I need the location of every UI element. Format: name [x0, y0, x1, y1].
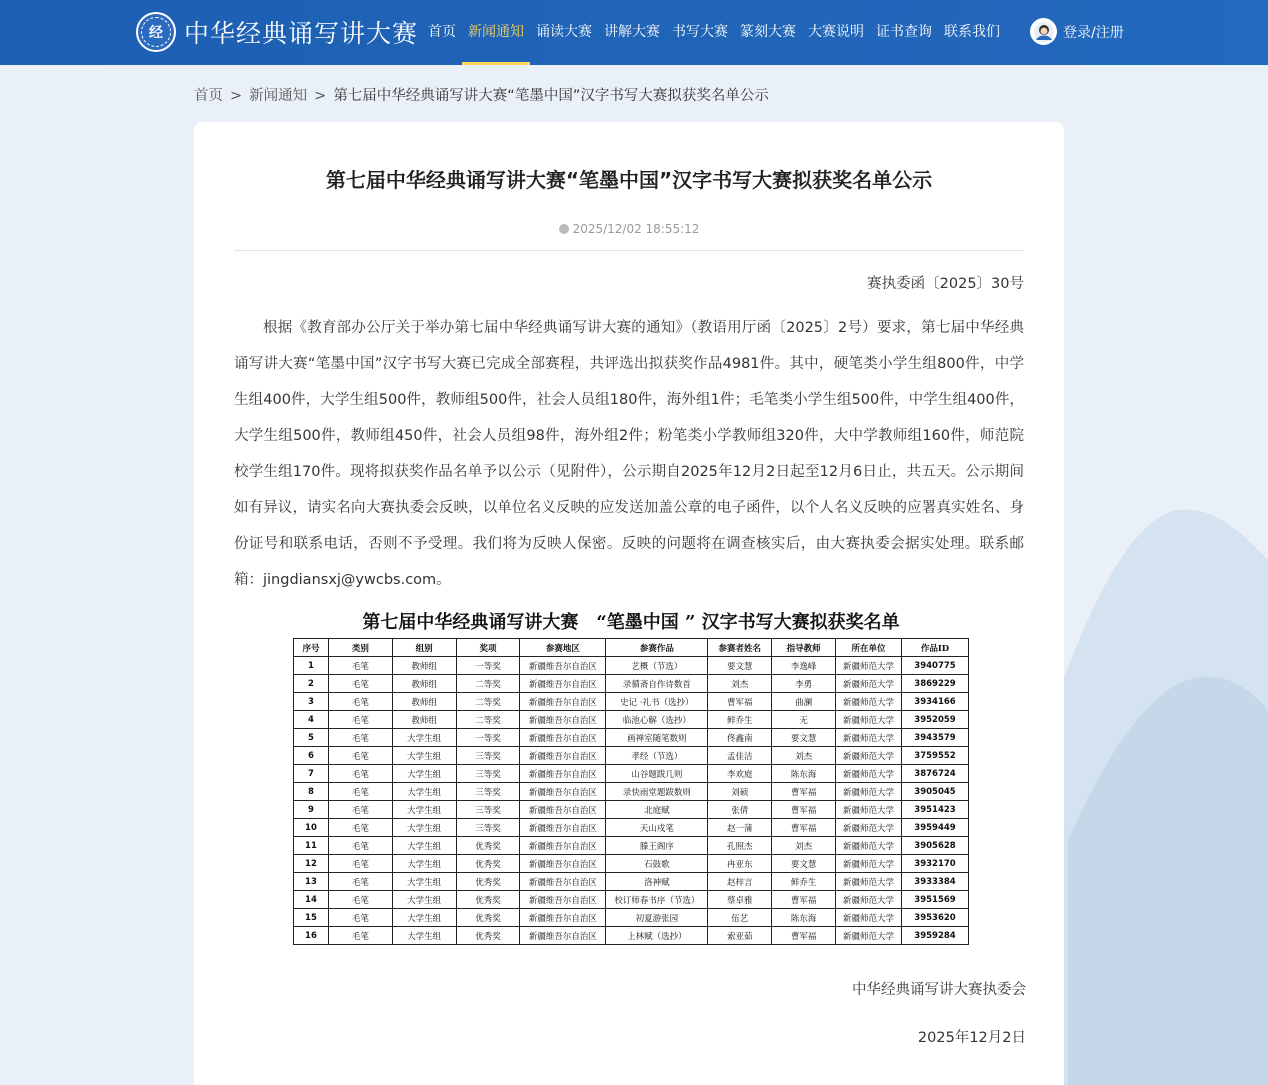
top-navigation-bar [0, 0, 1268, 65]
award-table-cell: 大学生组 [392, 747, 456, 765]
award-table-cell: 初夏游张园 [606, 909, 708, 927]
award-table-cell: 16 [294, 927, 329, 945]
award-table-cell: 新疆维吾尔自治区 [520, 693, 606, 711]
nav-news[interactable]: 新闻通知 [462, 0, 530, 65]
login-label: 登录/注册 [1063, 24, 1124, 41]
award-table-row [294, 819, 969, 837]
award-table-cell: 赵一蒲 [708, 819, 772, 837]
award-table-header-cell: 类别 [328, 639, 392, 657]
award-list-title: 第七届中华经典诵写讲大赛 “笔墨中国 ” 汉字书写大赛拟获奖名单 [362, 612, 900, 633]
award-table-row [294, 747, 969, 765]
award-table-cell: 3932170 [902, 855, 969, 873]
award-table-cell: 一等奖 [456, 657, 520, 675]
award-table-cell: 孝经（节选） [606, 747, 708, 765]
award-table-cell: 12 [294, 855, 329, 873]
award-table-cell: 3951569 [902, 891, 969, 909]
award-table-cell: 曹军福 [772, 819, 836, 837]
article-title: 第七届中华经典诵写讲大赛“笔墨中国”汉字书写大赛拟获奖名单公示 [325, 168, 933, 192]
award-table-cell: 优秀奖 [456, 837, 520, 855]
award-table-cell: 佟鑫南 [708, 729, 772, 747]
award-table-cell: 5 [294, 729, 329, 747]
award-table-cell: 要文慧 [708, 657, 772, 675]
award-table-cell: 毛笔 [328, 747, 392, 765]
award-table-cell: 大学生组 [392, 801, 456, 819]
award-table-cell: 14 [294, 891, 329, 909]
award-table-cell: 毛笔 [328, 819, 392, 837]
award-table-cell: 优秀奖 [456, 891, 520, 909]
award-table-cell: 毛笔 [328, 837, 392, 855]
background-mountains [1028, 480, 1268, 1085]
award-table-cell: 教师组 [392, 711, 456, 729]
award-table-cell: 毛笔 [328, 711, 392, 729]
user-avatar-icon [1030, 18, 1057, 45]
award-table-cell: 刘杰 [772, 837, 836, 855]
award-table-row [294, 927, 969, 945]
award-table-row [294, 855, 969, 873]
award-table-cell: 新疆师范大学 [836, 927, 902, 945]
award-table-header-cell: 参赛者姓名 [708, 639, 772, 657]
award-table-cell: 二等奖 [456, 693, 520, 711]
award-table-row [294, 711, 969, 729]
award-table-cell: 3953620 [902, 909, 969, 927]
award-table-cell: 3959284 [902, 927, 969, 945]
nav-seal-carving[interactable]: 篆刻大赛 [740, 24, 796, 40]
award-table-cell: 大学生组 [392, 873, 456, 891]
award-table-cell: 毛笔 [328, 693, 392, 711]
award-table-cell: 天山戍笔 [606, 819, 708, 837]
award-table-cell: 新疆维吾尔自治区 [520, 765, 606, 783]
award-table-cell: 新疆维吾尔自治区 [520, 927, 606, 945]
award-table-row [294, 801, 969, 819]
award-table-row [294, 729, 969, 747]
award-table-cell: 新疆维吾尔自治区 [520, 783, 606, 801]
breadcrumb-separator: > [314, 88, 327, 104]
award-table-cell: 7 [294, 765, 329, 783]
award-table-cell: 3905045 [902, 783, 969, 801]
award-table-cell: 艺概（节选） [606, 657, 708, 675]
award-table-cell: 3869229 [902, 675, 969, 693]
award-table-cell: 教师组 [392, 693, 456, 711]
award-table-cell: 大学生组 [392, 837, 456, 855]
breadcrumb-home[interactable]: 首页 [194, 88, 223, 104]
award-table-cell: 教师组 [392, 657, 456, 675]
site-name: 中华经典诵写讲大赛 [184, 19, 419, 48]
award-table-cell: 3940775 [902, 657, 969, 675]
award-table-cell: 无 [772, 711, 836, 729]
award-table-row [294, 783, 969, 801]
award-table-cell: 曹军福 [772, 927, 836, 945]
award-table-row [294, 837, 969, 855]
award-table-cell: 3 [294, 693, 329, 711]
award-table-cell: 大学生组 [392, 909, 456, 927]
award-table-cell: 张倩 [708, 801, 772, 819]
award-table-cell: 新疆师范大学 [836, 819, 902, 837]
award-table-cell: 二等奖 [456, 711, 520, 729]
award-table-cell: 索亚茹 [708, 927, 772, 945]
award-table-cell: 滕王阁序 [606, 837, 708, 855]
logo-seal-icon: 经 [136, 12, 176, 52]
award-table-cell: 新疆师范大学 [836, 747, 902, 765]
award-table-cell: 大学生组 [392, 729, 456, 747]
document-number: 赛执委函〔2025〕30号 [867, 276, 1024, 292]
award-table-cell: 赵梓言 [708, 873, 772, 891]
signature-date: 2025年12月2日 [917, 1030, 1026, 1046]
article-date [194, 222, 1064, 236]
award-table-cell: 鲜乔生 [708, 711, 772, 729]
award-table-cell: 3952059 [902, 711, 969, 729]
award-table-cell: 蔡卓雅 [708, 891, 772, 909]
award-table-cell: 李勇 [772, 675, 836, 693]
award-table-cell: 毛笔 [328, 909, 392, 927]
award-table-cell: 大学生组 [392, 855, 456, 873]
award-table-cell: 新疆师范大学 [836, 675, 902, 693]
award-table-cell: 三等奖 [456, 783, 520, 801]
award-table-cell: 陈东海 [772, 909, 836, 927]
award-table-cell: 三等奖 [456, 747, 520, 765]
award-table-cell: 校订师春书序（节选） [606, 891, 708, 909]
award-table-row [294, 765, 969, 783]
award-table-cell: 曹军福 [772, 783, 836, 801]
award-table-cell: 新疆师范大学 [836, 801, 902, 819]
login-register-link[interactable] [1030, 18, 1124, 45]
award-table-row [294, 873, 969, 891]
award-table-cell: 大学生组 [392, 819, 456, 837]
award-table-cell: 刘杰 [708, 675, 772, 693]
award-table-cell: 10 [294, 819, 329, 837]
breadcrumb [194, 84, 769, 105]
award-table-cell: 新疆维吾尔自治区 [520, 855, 606, 873]
award-table-cell: 新疆师范大学 [836, 783, 902, 801]
award-table-cell: 毛笔 [328, 873, 392, 891]
article-datetime: 2025/12/02 18:55:12 [572, 222, 700, 236]
award-table-cell: 曲澜 [772, 693, 836, 711]
award-table-cell: 曹军福 [772, 891, 836, 909]
award-table-cell: 优秀奖 [456, 927, 520, 945]
award-table-cell: 大学生组 [392, 891, 456, 909]
award-table-header-cell: 参赛作品 [606, 639, 708, 657]
award-table-cell: 3943579 [902, 729, 969, 747]
award-table-cell: 北庭赋 [606, 801, 708, 819]
award-table-cell: 画禅室随笔数则 [606, 729, 708, 747]
award-table-header-cell: 序号 [294, 639, 329, 657]
award-table-cell: 2 [294, 675, 329, 693]
award-table-cell: 大学生组 [392, 765, 456, 783]
award-table-cell: 洛神赋 [606, 873, 708, 891]
clock-icon [559, 224, 569, 234]
award-table-cell: 新疆维吾尔自治区 [520, 873, 606, 891]
award-table-cell: 鲜乔生 [772, 873, 836, 891]
breadcrumb-current: 第七届中华经典诵写讲大赛“笔墨中国”汉字书写大赛拟获奖名单公示 [333, 88, 769, 104]
nav-certificate[interactable]: 证书查询 [876, 24, 932, 40]
award-table-cell: 优秀奖 [456, 855, 520, 873]
award-table-cell: 新疆师范大学 [836, 909, 902, 927]
award-table-cell: 曹军福 [708, 693, 772, 711]
award-table-cell: 新疆维吾尔自治区 [520, 837, 606, 855]
award-table-cell: 录快雨堂题跋数则 [606, 783, 708, 801]
award-table-cell: 一等奖 [456, 729, 520, 747]
award-table-cell: 大学生组 [392, 927, 456, 945]
award-table-cell: 新疆师范大学 [836, 837, 902, 855]
award-table-cell: 毛笔 [328, 801, 392, 819]
award-table-cell: 临池心解（选抄） [606, 711, 708, 729]
award-table-cell: 陈东海 [772, 765, 836, 783]
award-table-cell: 新疆维吾尔自治区 [520, 801, 606, 819]
award-table-cell: 新疆师范大学 [836, 729, 902, 747]
award-table-cell: 3933384 [902, 873, 969, 891]
award-table-cell: 3951423 [902, 801, 969, 819]
award-table-header [294, 639, 969, 657]
award-table-cell: 李欢庭 [708, 765, 772, 783]
award-table-row [294, 675, 969, 693]
breadcrumb-news[interactable]: 新闻通知 [249, 88, 308, 104]
award-table-cell: 孔照杰 [708, 837, 772, 855]
nav-about[interactable]: 大赛说明 [808, 24, 864, 40]
award-table-cell: 4 [294, 711, 329, 729]
award-table-cell: 13 [294, 873, 329, 891]
award-table-cell: 新疆维吾尔自治区 [520, 711, 606, 729]
award-table-cell: 3876724 [902, 765, 969, 783]
award-table-cell: 新疆维吾尔自治区 [520, 657, 606, 675]
award-table-cell: 6 [294, 747, 329, 765]
award-table-cell: 曹军福 [772, 801, 836, 819]
award-table-cell: 毛笔 [328, 675, 392, 693]
signature: 中华经典诵写讲大赛执委会 [852, 982, 1026, 998]
award-table-cell: 新疆师范大学 [836, 693, 902, 711]
award-table-cell: 新疆师范大学 [836, 855, 902, 873]
award-table-cell: 石鼓歌 [606, 855, 708, 873]
award-table-header-cell: 作品ID [902, 639, 969, 657]
award-table-cell: 新疆维吾尔自治区 [520, 891, 606, 909]
award-table-row [294, 891, 969, 909]
nav-writing[interactable]: 书写大赛 [672, 24, 728, 40]
award-table-cell: 新疆维吾尔自治区 [520, 675, 606, 693]
award-table-cell: 新疆师范大学 [836, 765, 902, 783]
nav-contact[interactable]: 联系我们 [944, 24, 1000, 40]
award-table-row [294, 909, 969, 927]
award-table-cell: 三等奖 [456, 801, 520, 819]
award-table-header-cell: 参赛地区 [520, 639, 606, 657]
award-table-cell: 新疆维吾尔自治区 [520, 819, 606, 837]
award-table-cell: 教师组 [392, 675, 456, 693]
award-table-cell: 毛笔 [328, 855, 392, 873]
award-table-cell: 三等奖 [456, 765, 520, 783]
award-table-cell: 二等奖 [456, 675, 520, 693]
award-table-cell: 录循斋自作诗数首 [606, 675, 708, 693]
award-table-body [294, 657, 969, 945]
award-table-cell: 新疆维吾尔自治区 [520, 729, 606, 747]
nav-explanation[interactable]: 讲解大赛 [604, 24, 660, 40]
nav-home[interactable]: 首页 [428, 24, 456, 40]
award-table-cell: 1 [294, 657, 329, 675]
award-table-cell: 毛笔 [328, 657, 392, 675]
award-table-cell: 毛笔 [328, 729, 392, 747]
award-table-header-cell: 指导教师 [772, 639, 836, 657]
award-table-cell: 8 [294, 783, 329, 801]
award-table [293, 638, 969, 945]
award-table-cell: 新疆师范大学 [836, 711, 902, 729]
award-table-cell: 毛笔 [328, 927, 392, 945]
award-list-image [292, 608, 970, 945]
award-table-cell: 李逸峰 [772, 657, 836, 675]
award-table-cell: 3934166 [902, 693, 969, 711]
award-table-header-cell: 奖项 [456, 639, 520, 657]
award-table-cell: 新疆师范大学 [836, 657, 902, 675]
award-table-cell: 冉亚东 [708, 855, 772, 873]
award-table-cell: 孟佳洁 [708, 747, 772, 765]
award-table-cell: 优秀奖 [456, 873, 520, 891]
award-table-cell: 大学生组 [392, 783, 456, 801]
award-table-cell: 毛笔 [328, 891, 392, 909]
award-table-header-cell: 组别 [392, 639, 456, 657]
award-table-cell: 9 [294, 801, 329, 819]
award-table-cell: 新疆维吾尔自治区 [520, 747, 606, 765]
award-table-row [294, 693, 969, 711]
award-table-cell: 3905628 [902, 837, 969, 855]
nav-recitation[interactable]: 诵读大赛 [536, 24, 592, 40]
award-table-cell: 三等奖 [456, 819, 520, 837]
award-table-cell: 11 [294, 837, 329, 855]
award-table-cell: 3759552 [902, 747, 969, 765]
award-table-cell: 刘硕 [708, 783, 772, 801]
main-nav [422, 0, 1006, 65]
award-table-cell: 优秀奖 [456, 909, 520, 927]
award-table-header-cell: 所在单位 [836, 639, 902, 657]
article-body: 根据《教育部办公厅关于举办第七届中华经典诵写讲大赛的通知》（教语用厅函〔2025〕2号）要求，第七届中华经典诵写讲大赛“笔墨中国”汉字书写大赛已完成全部赛程，共评选出拟获奖作品4981件。其中，硬笔类小学生组800件，中学生组400件，大学生组500件，教师组500件，社会人员组180件，海外组1件；毛笔类小学生组500件，中学生组400件，大学生组500件，教师组450件，社会人员组98件，海外组2件；粉笔类小学教师组320件，大中学教师组160件，师范院校学生组170件。现将拟获奖作品名单予以公示（见附件），公示期自2025年12月2日起至12月6日止，共五天。公示期间如有异议，请实名向大赛执委会反映，以单位名义反映的应发送加盖公章的电子函件，以个人名义反映的应署真实姓名、身份证号和联系电话，否则不予受理。我们将为反映人保密。反映的问题将在调查核实后，由大赛执委会据实处理。联系邮箱：jingdiansxj@ywcbs.com。 [234, 320, 1024, 588]
award-table-cell: 上林赋（选抄） [606, 927, 708, 945]
award-table-cell: 伍艺 [708, 909, 772, 927]
award-table-cell: 刘杰 [772, 747, 836, 765]
award-table-row [294, 657, 969, 675]
award-table-cell: 要文慧 [772, 729, 836, 747]
award-table-cell: 山谷题跋几则 [606, 765, 708, 783]
award-table-cell: 新疆师范大学 [836, 891, 902, 909]
breadcrumb-separator: > [230, 88, 243, 104]
title-divider [234, 250, 1024, 251]
award-table-cell: 新疆师范大学 [836, 873, 902, 891]
award-table-cell: 新疆维吾尔自治区 [520, 909, 606, 927]
award-table-cell: 3959449 [902, 819, 969, 837]
award-table-cell: 15 [294, 909, 329, 927]
award-table-cell: 要文慧 [772, 855, 836, 873]
article-card [194, 122, 1064, 1085]
award-table-cell: 毛笔 [328, 765, 392, 783]
site-logo[interactable] [136, 12, 418, 52]
award-table-cell: 毛笔 [328, 783, 392, 801]
award-table-cell: 史记 ·礼书（选抄） [606, 693, 708, 711]
